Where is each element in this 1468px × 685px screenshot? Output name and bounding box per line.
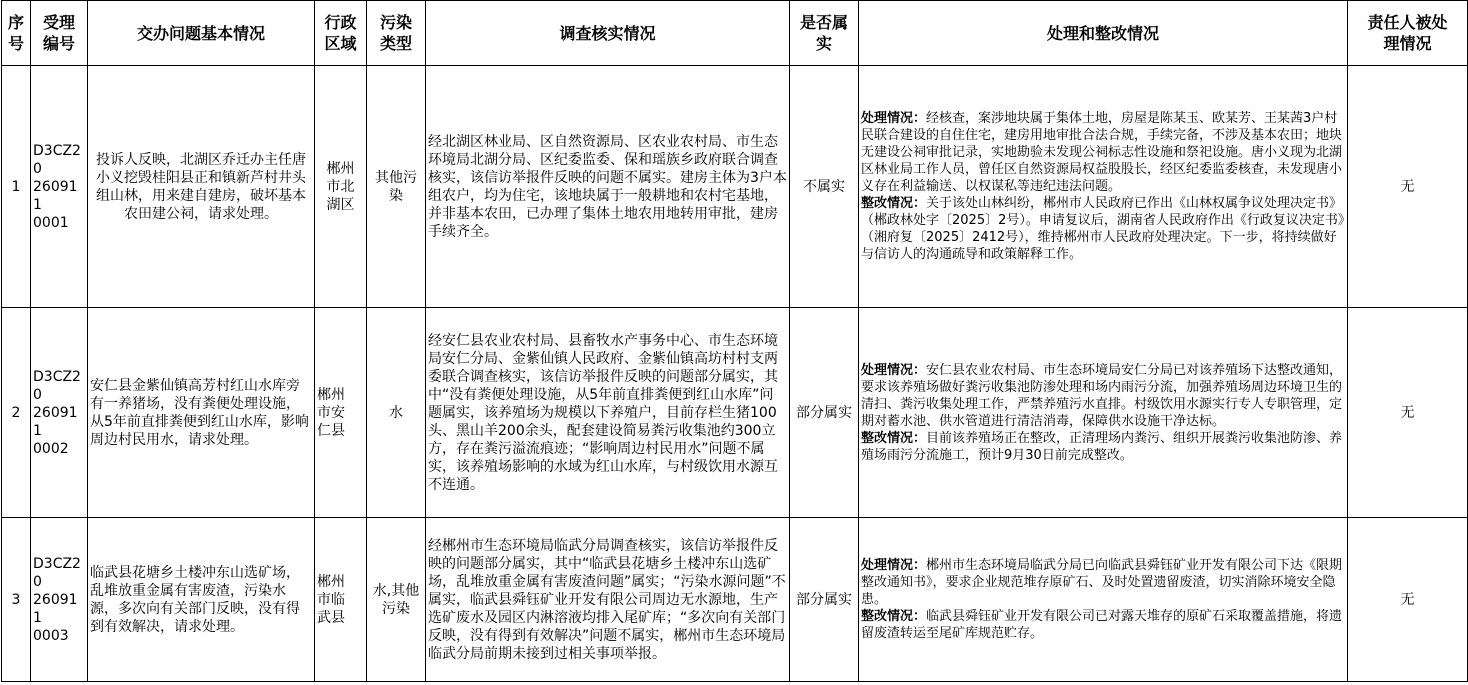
row-investigation: 经郴州市生态环境局临武分局调查核实，该信访举报件反映的问题部分属实，其中“临武县花塘乡土楼冲东山选矿场，乱堆放重金属有害废渣问题”属实；“污染水源问题”不属实，临武县舜钰矿业开发有限公司周边无水源地，生产选矿废水及园区内淋溶液均排入尾矿库；“多次向有关部门反映，没有得到有效解决”问题不属实，郴州市生态环境局临武分局前期未接到过相关事项举报。 [426,518,790,682]
handling-label: 处理情况： [861,362,927,378]
header-code: 受理 编号 [31,1,88,66]
row-seq: 2 [2,308,31,518]
row-handling [859,518,1348,682]
row-handling [859,66,1348,308]
rectify-text: 关于该处山林纠纷，郴州市人民政府已作出《山林权属争议处理决定书》（郴政林处字〔2025〕2号）。申请复议后，湖南省人民政府作出《行政复议决定书》（湘府复〔2025〕2412号），维持郴州市人民政府处理决定。下一步，将持续做好与信访人的沟通疏导和政策解释工作。 [861,196,1345,262]
row-accountability: 无 [1348,66,1468,308]
handling-label: 处理情况： [861,558,927,573]
handling-text: 经核查，案涉地块属于集体土地，房屋是陈某玉、欧某芳、王某茜3户村民联合建设的自住住宅，建房用地审批合法合规，手续完备，不涉及基本农田；地块无建设公祠审批记录，实地勘验未发现公祠标志性设施和祭祀设施。唐小义现为北湖区林业局工作人员，曾任区自然资源局权益股股长，经区纪委监委核查，未发现唐小义存在利益输送、以权谋私等违纪违法问题。 [861,111,1343,194]
row-code: D3CZ20 260911 0002 [31,308,88,518]
row-verified: 部分属实 [790,518,859,682]
header-handling: 处理和整改情况 [859,1,1348,66]
rectify-label: 整改情况： [861,609,927,624]
petition-handling-table [1,0,1468,682]
row-pollution: 水,其他 污染 [367,518,426,682]
header-region: 行政 区域 [315,1,367,66]
row-region: 郴州 市安 仁县 [315,308,367,518]
header-row [2,1,1468,66]
header-accountability: 责任人被处 理情况 [1348,1,1468,66]
row-basic: 安仁县金紫仙镇高芳村红山水库旁有一养猪场，没有粪便处理设施，从5年前直排粪便到红山水库，影响周边村民用水，请求处理。 [88,308,315,518]
row-region: 郴州 市北 湖区 [315,66,367,308]
rectify-label: 整改情况： [861,196,927,211]
row-code: D3CZ20 260911 0001 [31,66,88,308]
row-verified: 不属实 [790,66,859,308]
row-code: D3CZ20 260911 0003 [31,518,88,682]
handling-label: 处理情况： [861,111,927,126]
table-row [2,518,1468,682]
table-row [2,308,1468,518]
header-investigation: 调查核实情况 [426,1,790,66]
header-seq: 序 号 [2,1,31,66]
header-pollution: 污染 类型 [367,1,426,66]
handling-text: 郴州市生态环境局临武分局已向临武县舜钰矿业开发有限公司下达《限期整改通知书》，要求企业规范堆存原矿石、及时处置遗留废渣，切实消除环境安全隐患。 [861,558,1343,607]
row-region: 郴州 市临 武县 [315,518,367,682]
row-accountability: 无 [1348,308,1468,518]
rectify-text: 临武县舜钰矿业开发有限公司已对露天堆存的原矿石采取覆盖措施，将遗留废渣转运至尾矿库规范贮存。 [861,609,1343,641]
row-handling [859,308,1348,518]
rectify-label: 整改情况： [861,430,927,446]
row-investigation: 经北湖区林业局、区自然资源局、区农业农村局、市生态环境局北湖分局、区纪委监委、保和瑶族乡政府联合调查核实，该信访举报件反映的问题不属实。建房主体为3户本组农户，均为住宅，该地块属于一般耕地和农村宅基地，并非基本农田，已办理了集体土地农用地转用审批，建房手续齐全。 [426,66,790,308]
header-basic: 交办问题基本情况 [88,1,315,66]
row-seq: 1 [2,66,31,308]
rectify-text: 目前该养殖场正在整改，正清理场内粪污、组织开展粪污收集池防渗、养殖场雨污分流施工，预计9月30日前完成整改。 [861,430,1343,463]
row-verified: 部分属实 [790,308,859,518]
row-accountability: 无 [1348,518,1468,682]
header-verified: 是否属 实 [790,1,859,66]
handling-text: 安仁县农业农村局、市生态环境局安仁分局已对该养殖场下达整改通知，要求该养殖场做好粪污收集池防渗处理和场内雨污分流，加强养殖场周边环境卫生的清扫、粪污收集处理工作，严禁养殖污水直排。村级饮用水源实行专人专职管理，定期对蓄水池、供水管道进行清洁消毒，保障供水设施干净达标。 [861,362,1343,429]
row-basic: 临武县花塘乡土楼冲东山选矿场，乱堆放重金属有害废渣，污染水源，多次向有关部门反映，没有得到有效解决，请求处理。 [88,518,315,682]
row-pollution: 水 [367,308,426,518]
row-investigation: 经安仁县农业农村局、县畜牧水产事务中心、市生态环境局安仁分局、金紫仙镇人民政府、金紫仙镇高坊村村支两委联合调查核实，该信访举报件反映的问题部分属实，其中“没有粪便处理设施，从5年前直排粪便到红山水库”问题属实，该养殖场为规模以下养殖户，目前存栏生猪100头、黑山羊200余头，配套建设简易粪污收集池约300立方，存在粪污溢流痕迹；“影响周边村民用水”问题不属实，该养殖场影响的水域为红山水库，与村级饮用水源互不连通。 [426,308,790,518]
row-seq: 3 [2,518,31,682]
row-basic: 投诉人反映，北湖区乔迁办主任唐小义挖毁桂阳县正和镇新芦村井头组山林，用来建自建房，破坏基本农田建公祠，请求处理。 [88,66,315,308]
row-pollution: 其他污 染 [367,66,426,308]
table-row [2,66,1468,308]
